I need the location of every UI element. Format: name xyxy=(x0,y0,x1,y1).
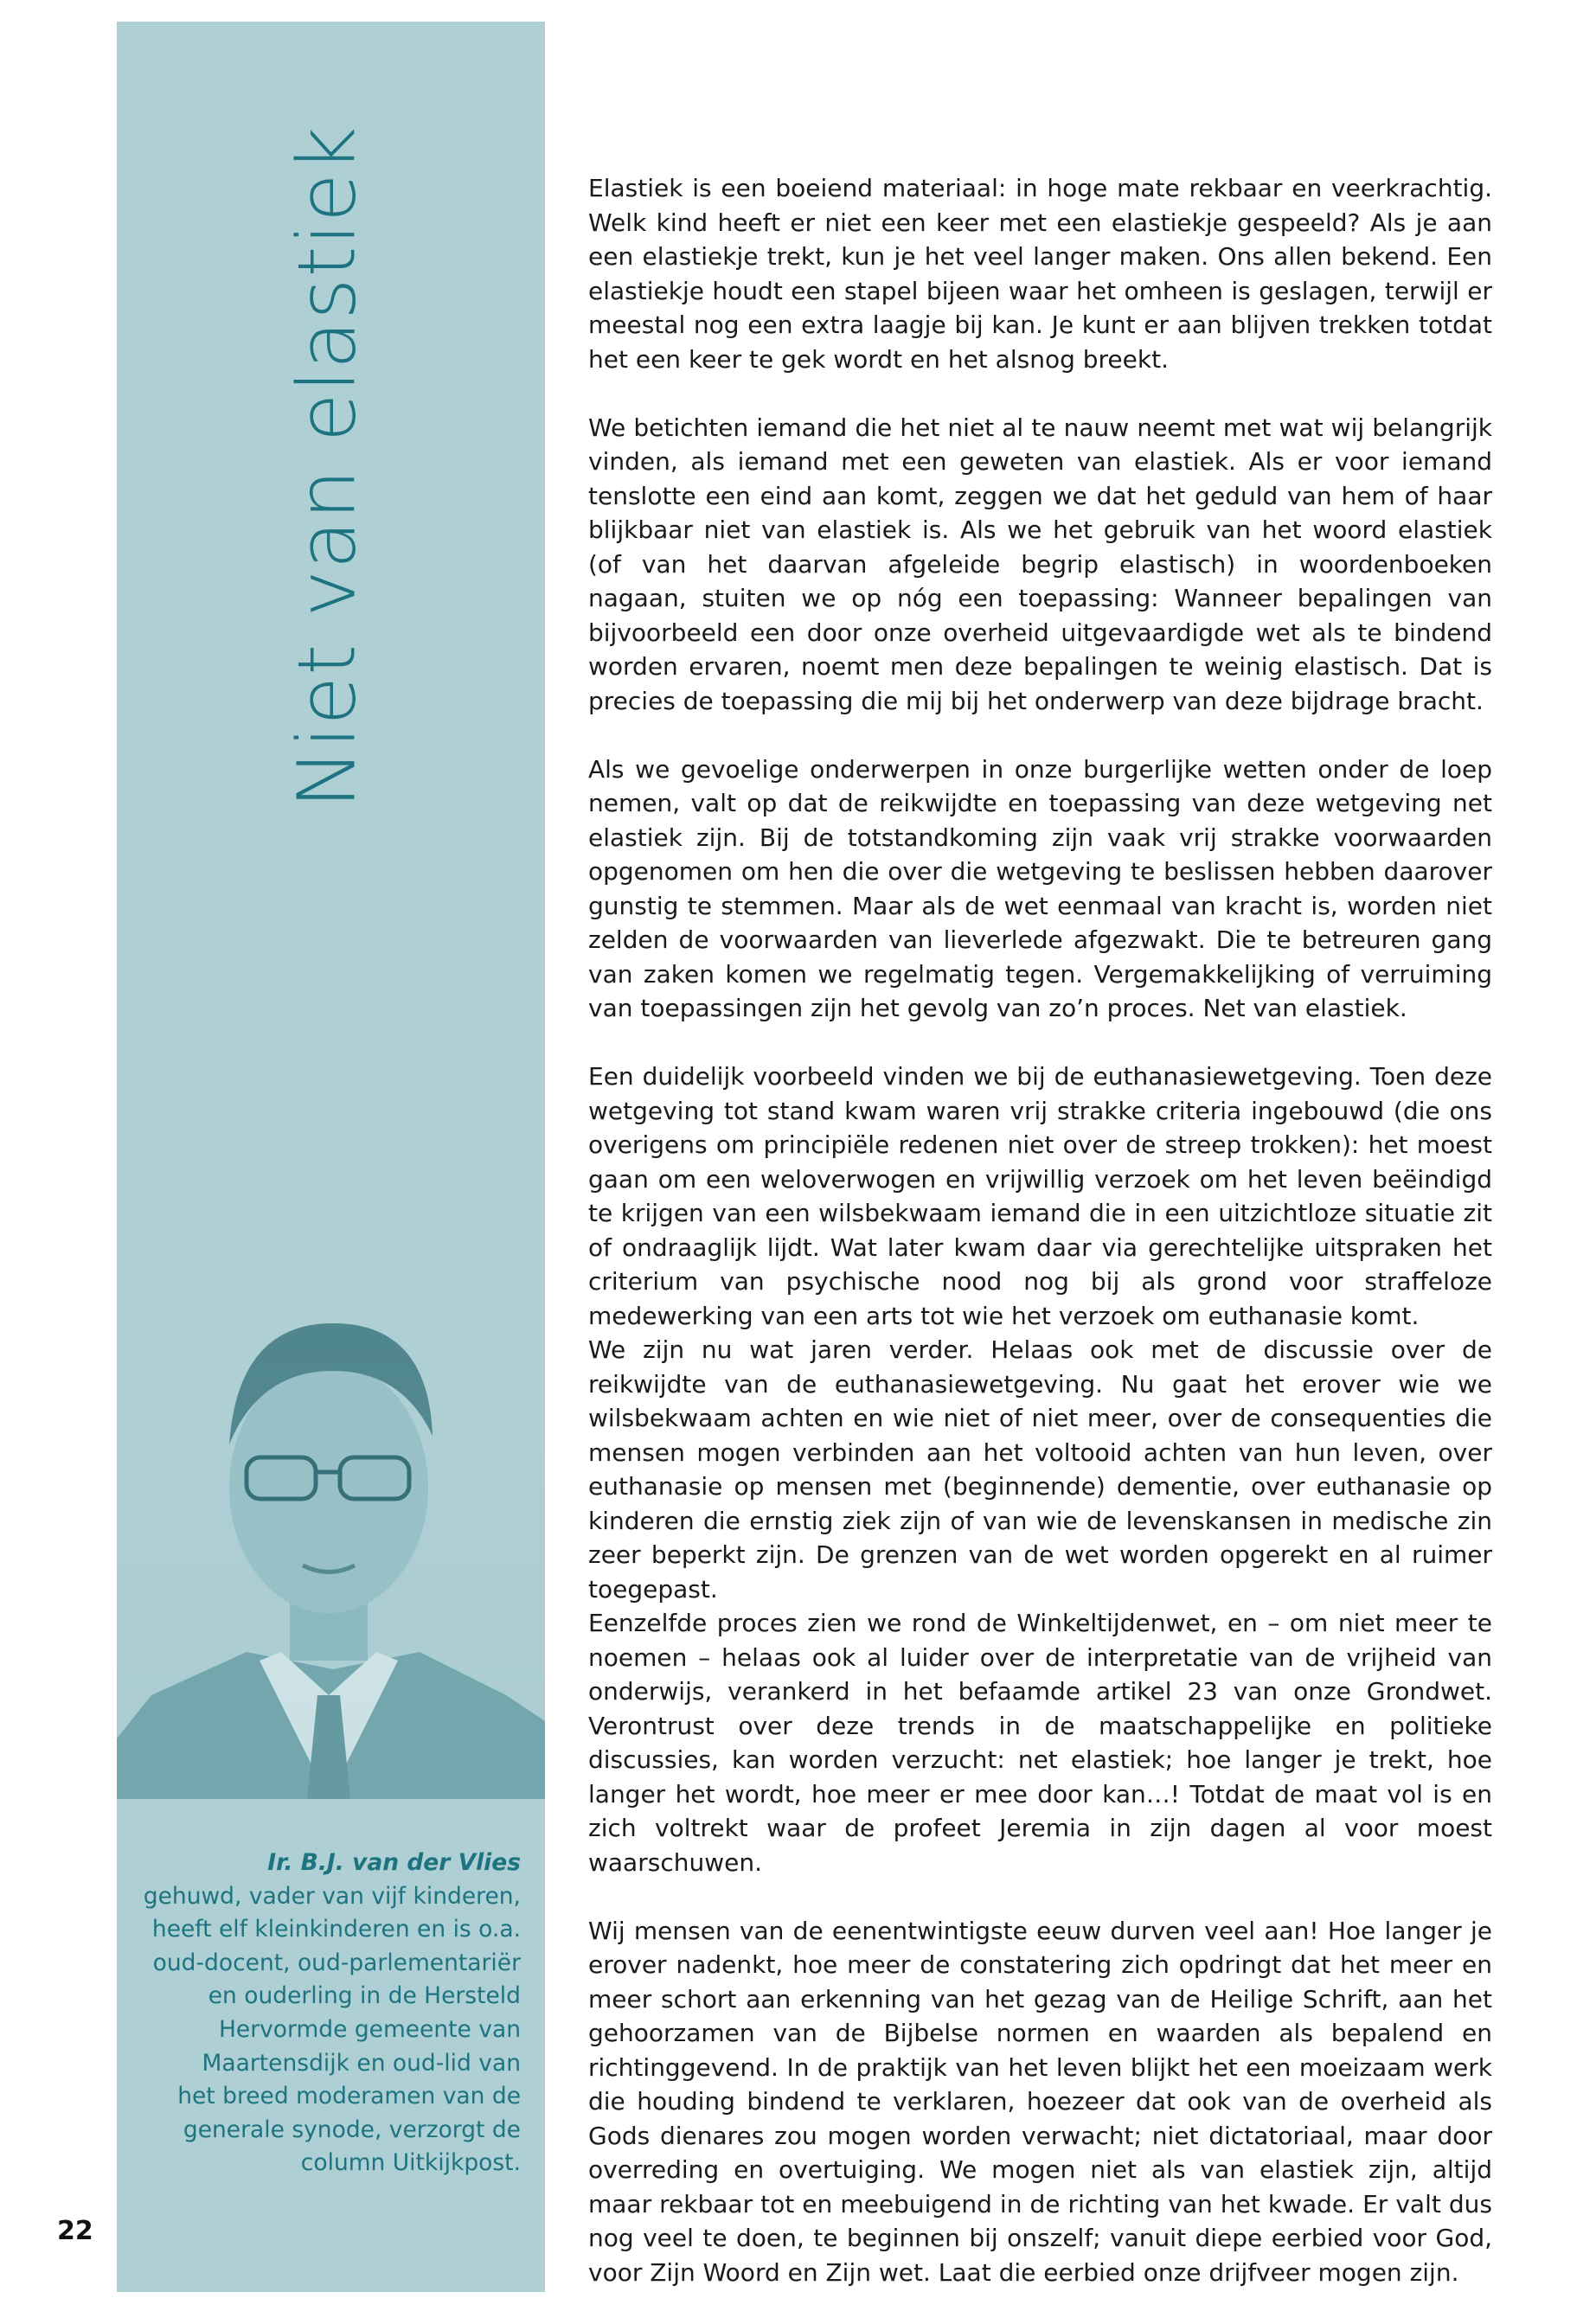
author-bio-line: generale synode, verzorgt de xyxy=(183,2116,521,2143)
article-paragraph: We betichten iemand die het niet al te nauw neemt met wat wij belangrijk vinden, als iemand met een geweten van elastiek. Als er voor iemand tenslotte een eind aan komt, zeggen we dat het geduld van hem of haar blijkbaar niet van elastiek is. Als we het gebruik van het woord elastiek (of van het daarvan afgeleide begrip elastisch) in woordenboeken nagaan, stuiten we op nóg een toepassing: Wanneer bepalingen van bijvoorbeeld een door onze overheid uitgevaardigde wet als te bindend worden ervaren, noemt men deze bepalingen te weinig elastisch. Dat is precies de toepassing die mij bij het onderwerp van deze bijdrage bracht. xyxy=(588,413,1492,715)
author-bio-line: Hervormde gemeente van xyxy=(219,2015,521,2043)
title-area xyxy=(275,125,379,809)
author-bio xyxy=(130,1847,521,2180)
article-body xyxy=(588,171,1492,2324)
article-paragraph: Als we gevoelige onderwerpen in onze burgerlijke wetten onder de loep nemen, valt op dat de reikwijdte en toepassing van deze wetgeving net elastiek zijn. Bij de totstandkoming zijn vaak vrij strakke voorwaarden opgenomen om hen die over die wetgeving te beslissen hebben daarover gunstig te stemmen. Maar als de wet eenmaal van kracht is, worden niet zelden de voorwaarden van lieverlede afgezwakt. Die te betreuren gang van zaken komen we regelmatig tegen. Vergemakkelijking of verruiming van toepassingen zijn het gevolg van zo’n proces. Net van elastiek. xyxy=(588,754,1492,1022)
article-paragraph: Eenzelfde proces zien we rond de Winkeltijdenwet, en – om niet meer te noemen – helaas ook al luider over de interpretatie van de vrijheid van onderwijs, verankerd in het befaamde artikel 23 van onze Grondwet. Verontrust over deze trends in de maatschappelijke en politieke discussies, kan worden verzucht: net elastiek; hoe langer je trekt, hoe langer het wordt, hoe meer er mee door kan…! Totdat de maat vol is en zich voltrekt waar de profeet Jeremia in zijn dagen al voor moest waarschuwen. xyxy=(588,1609,1492,1877)
article-paragraph: Een duidelijk voorbeeld vinden we bij de euthanasiewetgeving. Toen deze wetgeving tot stand kwam waren vrij strakke criteria ingebouwd (die ons overigens om principiële redenen niet over de streep trokken): het moest gaan om een weloverwogen en vrijwillig verzoek om het leven beëindigd te krijgen van een wilsbekwaam iemand die in een uitzichtloze situatie zit of ondraaglijk lijdt. Wat later kwam daar via gerechtelijke uitspraken het criterium van psychische nood nog bij als grond voor straffeloze medewerking van een arts tot wie het verzoek om euthanasie komt. xyxy=(588,1062,1492,1330)
author-name: Ir. B.J. van der Vlies xyxy=(267,1849,521,1876)
author-bio-line: gehuwd, vader van vijf kinderen, xyxy=(143,1882,521,1910)
article-paragraph: Wij mensen van de eenentwintigste eeuw durven veel aan! Hoe langer je erover nadenkt, hoe meer de constatering zich opdringt dat het meer en meer schort aan erkenning van het gezag van de Heilige Schrift, aan het gehoorzamen van de Bijbelse normen en waarden als bepalend en richtinggevend. In de praktijk van het leven blijkt het een moeizaam werk die houding bindend te verklaren, hoezeer dat ook van de overheid als Gods dienares zou mogen worden verwacht; niet dictatoriaal, maar door overreding en overtuiging. We mogen niet als van elastiek zijn, altijd maar rekbaar tot en meebuigend in de richting van het kwade. Er valt dus nog veel te doen, te beginnen bij onszelf; vanuit diepe eerbied voor God, voor Zijn Woord en Zijn wet. Laat die eerbied onze drijfveer mogen zijn. xyxy=(588,1916,1492,2287)
article-paragraph: We zijn nu wat jaren verder. Helaas ook met de discussie over de reikwijdte van de euthanasiewetgeving. Nu gaat het erover wie we wilsbekwaam achten en wie niet of niet meer, over de consequenties die mensen mogen verbinden aan het voltooid achten van hun leven, over euthanasie op mensen met (beginnende) dementie, over euthanasie op kinderen die ernstig ziek zijn of van wie de levenskansen in medische zin zeer beperkt zijn. De grenzen van de wet worden opgerekt en al ruimer toegepast. xyxy=(588,1335,1492,1604)
author-bio-line: column Uitkijkpost. xyxy=(300,2149,521,2177)
article-paragraph: Elastiek is een boeiend materiaal: in hoge mate rekbaar en veerkrachtig. Welk kind heeft er niet een keer met een elastiekje gespeeld? Als je aan een elastiekje trekt, kun je het veel langer maken. Ons allen bekend. Een elastiekje houdt een stapel bijeen waar het omheen is geslagen, terwijl er meestal nog een extra laagje bij kan. Je kunt er aan blijven trekken totdat het een keer te gek wordt en het alsnog breekt. xyxy=(588,174,1492,374)
page-number: 22 xyxy=(57,2216,93,2246)
author-portrait xyxy=(117,1289,545,1799)
author-bio-line: oud-docent, oud-parlementariër xyxy=(152,1949,521,1976)
page-title: Niet van elastiek xyxy=(280,125,374,809)
author-bio-line: Maartensdijk en oud-lid van xyxy=(202,2049,521,2077)
author-bio-line: het breed moderamen van de xyxy=(177,2083,521,2110)
author-bio-line: en ouderling in de Hersteld xyxy=(208,1982,521,2010)
author-bio-line: heeft elf kleinkinderen en is o.a. xyxy=(151,1916,521,1943)
